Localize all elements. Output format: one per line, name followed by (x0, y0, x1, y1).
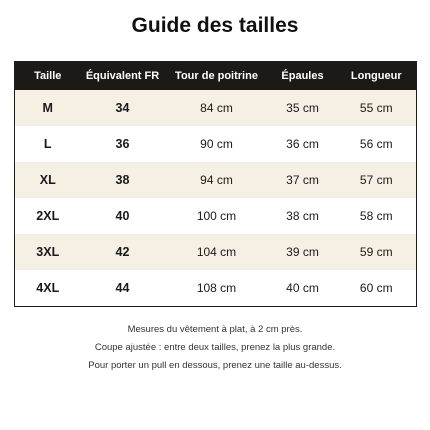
header-size: Taille (15, 62, 81, 91)
size-cell: M (15, 90, 81, 126)
note-layering: Pour porter un pull en dessous, prenez une taille au-dessus. (88, 360, 342, 371)
size-cell: 2XL (15, 198, 81, 234)
length-cell: 56 cm (337, 126, 417, 162)
length-cell: 58 cm (337, 198, 417, 234)
table-row (15, 162, 417, 198)
chest-cell: 90 cm (165, 126, 269, 162)
table-header-row (15, 62, 417, 91)
chest-cell: 100 cm (165, 198, 269, 234)
fr-cell: 42 (81, 234, 165, 270)
table-row (15, 234, 417, 270)
header-chest: Tour de poitrine (165, 62, 269, 91)
header-shoulders: Épaules (269, 62, 337, 91)
table-row (15, 270, 417, 307)
shoulders-cell: 37 cm (269, 162, 337, 198)
header-fr-equivalent: Équivalent FR (81, 62, 165, 91)
chest-cell: 84 cm (165, 90, 269, 126)
size-cell: XL (15, 162, 81, 198)
fr-cell: 34 (81, 90, 165, 126)
size-cell: 4XL (15, 270, 81, 307)
fr-cell: 38 (81, 162, 165, 198)
size-cell: 3XL (15, 234, 81, 270)
shoulders-cell: 39 cm (269, 234, 337, 270)
length-cell: 55 cm (337, 90, 417, 126)
shoulders-cell: 36 cm (269, 126, 337, 162)
shoulders-cell: 35 cm (269, 90, 337, 126)
note-fit: Coupe ajustée : entre deux tailles, prenez la plus grande. (94, 342, 336, 353)
table-row (15, 126, 417, 162)
size-notes (0, 321, 430, 375)
table-row (15, 90, 417, 126)
fr-cell: 36 (81, 126, 165, 162)
header-length: Longueur (337, 62, 417, 91)
fr-cell: 40 (81, 198, 165, 234)
page-title: Guide des tailles (131, 14, 299, 37)
shoulders-cell: 38 cm (269, 198, 337, 234)
table-row (15, 198, 417, 234)
size-cell: L (15, 126, 81, 162)
chest-cell: 94 cm (165, 162, 269, 198)
chest-cell: 108 cm (165, 270, 269, 307)
length-cell: 60 cm (337, 270, 417, 307)
fr-cell: 44 (81, 270, 165, 307)
chest-cell: 104 cm (165, 234, 269, 270)
size-chart-table (14, 61, 417, 307)
length-cell: 59 cm (337, 234, 417, 270)
length-cell: 57 cm (337, 162, 417, 198)
shoulders-cell: 40 cm (269, 270, 337, 307)
note-measurement: Mesures du vêtement à plat, à 2 cm près. (127, 324, 303, 335)
